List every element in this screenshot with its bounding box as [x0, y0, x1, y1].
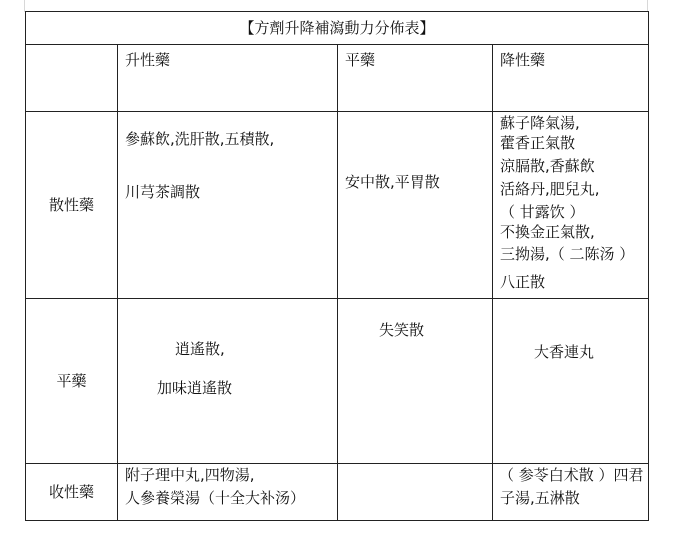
corner-cell — [26, 45, 118, 112]
formula-text: 涼膈散,香蘇飲 — [500, 157, 595, 175]
formula-text: 藿香正氣散 — [500, 134, 576, 152]
formula-text: 人參養榮湯（十全大补汤） — [125, 489, 306, 507]
table-row — [26, 112, 649, 299]
formula-text: 逍遙散, — [175, 340, 225, 358]
formula-text: 蘇子降氣湯, — [500, 114, 580, 132]
formula-text: 活絡丹,肥兒丸, — [500, 180, 600, 198]
formula-text: 加味逍遙散 — [157, 379, 233, 397]
table-row — [26, 464, 649, 521]
formula-text: 附子理中丸,四物湯, — [125, 466, 255, 484]
header-cell-jiang — [493, 45, 649, 112]
formula-text: 安中散,平胃散 — [345, 173, 440, 191]
header-cell-sheng — [118, 45, 338, 112]
distribution-table — [25, 11, 649, 521]
table-cell — [493, 464, 649, 521]
table-cell — [118, 112, 338, 299]
formula-text: 大香連丸 — [534, 343, 595, 361]
formula-text: 川芎茶調散 — [125, 183, 201, 201]
table-cell — [118, 299, 338, 464]
row-label: 平藥 — [26, 299, 118, 464]
formula-text: 八正散 — [500, 273, 546, 291]
row-label: 收性藥 — [26, 464, 118, 521]
table-cell — [338, 112, 493, 299]
formula-text: （ 参苓白术散 ）四君 — [499, 466, 644, 484]
title-row — [26, 12, 649, 45]
formula-text: 子湯,五淋散 — [500, 489, 580, 507]
column-header: 升性藥 — [125, 51, 171, 69]
table-cell — [493, 299, 649, 464]
formula-text: 失笑散 — [379, 321, 425, 339]
table-cell — [493, 112, 649, 299]
header-cell-ping — [338, 45, 493, 112]
row-label: 散性藥 — [26, 112, 118, 299]
formula-text: 三拗湯,（ 二陈汤 ） — [500, 245, 635, 263]
formula-text: 不換金正氣散, — [500, 223, 595, 241]
column-header: 平藥 — [345, 51, 376, 69]
table-title: 【方劑升降補瀉動力分佈表】 — [26, 12, 649, 45]
table-cell — [338, 299, 493, 464]
table-cell — [118, 464, 338, 521]
formula-text: 參蘇飲,洗肝散,五積散, — [125, 130, 275, 148]
table-row — [26, 299, 649, 464]
column-header: 降性藥 — [500, 51, 546, 69]
table-cell-empty — [338, 464, 493, 521]
formula-text: （ 甘露饮 ） — [500, 203, 585, 221]
header-row — [26, 45, 649, 112]
